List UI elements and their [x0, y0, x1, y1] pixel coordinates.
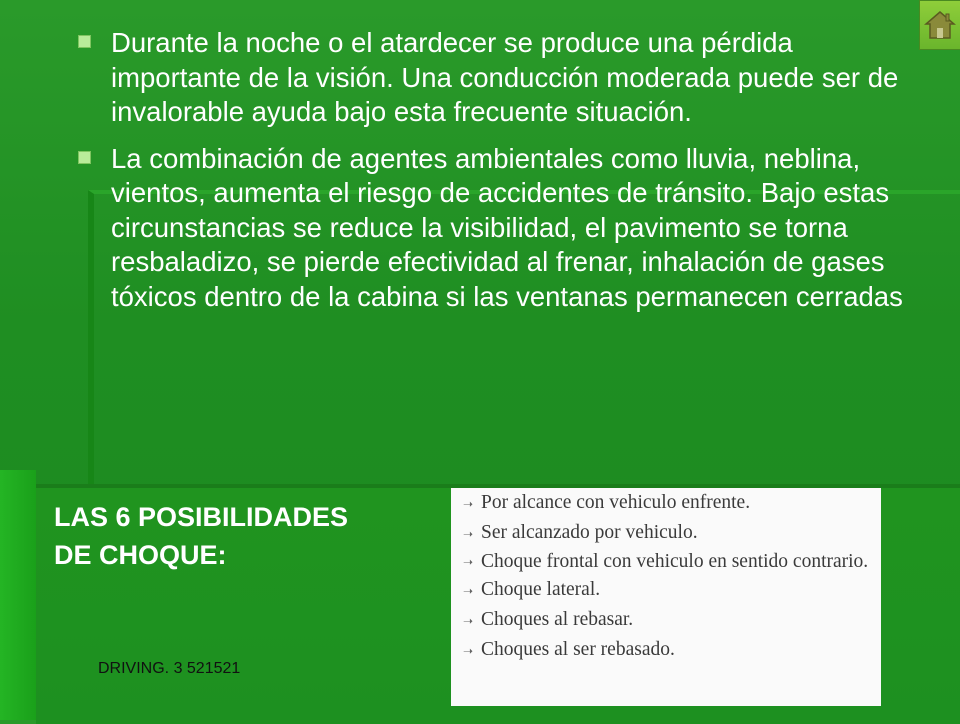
- crash-type-text: Choques al rebasar.: [481, 609, 634, 630]
- crash-types-box: [451, 488, 881, 706]
- arrow-bullet-icon: ➝: [463, 497, 474, 511]
- arrow-bullet-icon: ➝: [463, 584, 474, 598]
- crash-type-text: Choque lateral.: [481, 579, 601, 600]
- bullet-item: [78, 26, 908, 130]
- crash-types-list: [461, 488, 868, 665]
- bullet-text: Durante la noche o el atardecer se produce una pérdida importante de la visión. Una conducción moderada puede ser de invalorable ayuda bajo esta frecuente situación.: [111, 27, 899, 127]
- bullet-item: [78, 142, 908, 315]
- heading-line-2: DE CHOQUE:: [54, 540, 227, 570]
- crash-type-item: [461, 488, 868, 518]
- home-button[interactable]: [919, 0, 960, 50]
- heading-line-1: LAS 6 POSIBILIDADES: [54, 502, 349, 532]
- crash-type-item: [461, 548, 868, 575]
- footer-label: DRIVING. 3 521521: [98, 660, 241, 677]
- crash-type-text: Ser alcanzado por vehiculo.: [481, 522, 698, 543]
- crash-type-item: [461, 518, 868, 548]
- crash-type-item: [461, 575, 868, 605]
- arrow-bullet-icon: ➝: [463, 555, 474, 569]
- crash-type-item: [461, 605, 868, 635]
- arrow-bullet-icon: ➝: [463, 644, 474, 658]
- crash-type-text: Choques al ser rebasado.: [481, 639, 675, 660]
- bullet-text: La combinación de agentes ambientales como lluvia, neblina, vientos, aumenta el riesgo de accidentes de tránsito. Bajo estas circunstancias se reduce la visibilidad, el pavimento se torna resbaladizo, se pierde efectividad al frenar, inhalación de gases tóxicos dentro de la cabina si las ventanas permanecen cerradas: [111, 142, 903, 312]
- arrow-bullet-icon: ➝: [463, 527, 474, 541]
- section-heading: [54, 498, 348, 574]
- square-bullet-icon: [78, 35, 91, 48]
- square-bullet-icon: [78, 151, 91, 164]
- home-icon: [924, 9, 956, 41]
- crash-type-text: Choque frontal con vehiculo en sentido contrario.: [481, 551, 869, 572]
- arrow-bullet-icon: ➝: [463, 614, 474, 628]
- crash-type-item: [461, 635, 868, 665]
- main-bullet-list: [78, 26, 908, 326]
- left-accent-strip: [0, 470, 36, 720]
- crash-type-text: Por alcance con vehiculo enfrente.: [481, 492, 751, 513]
